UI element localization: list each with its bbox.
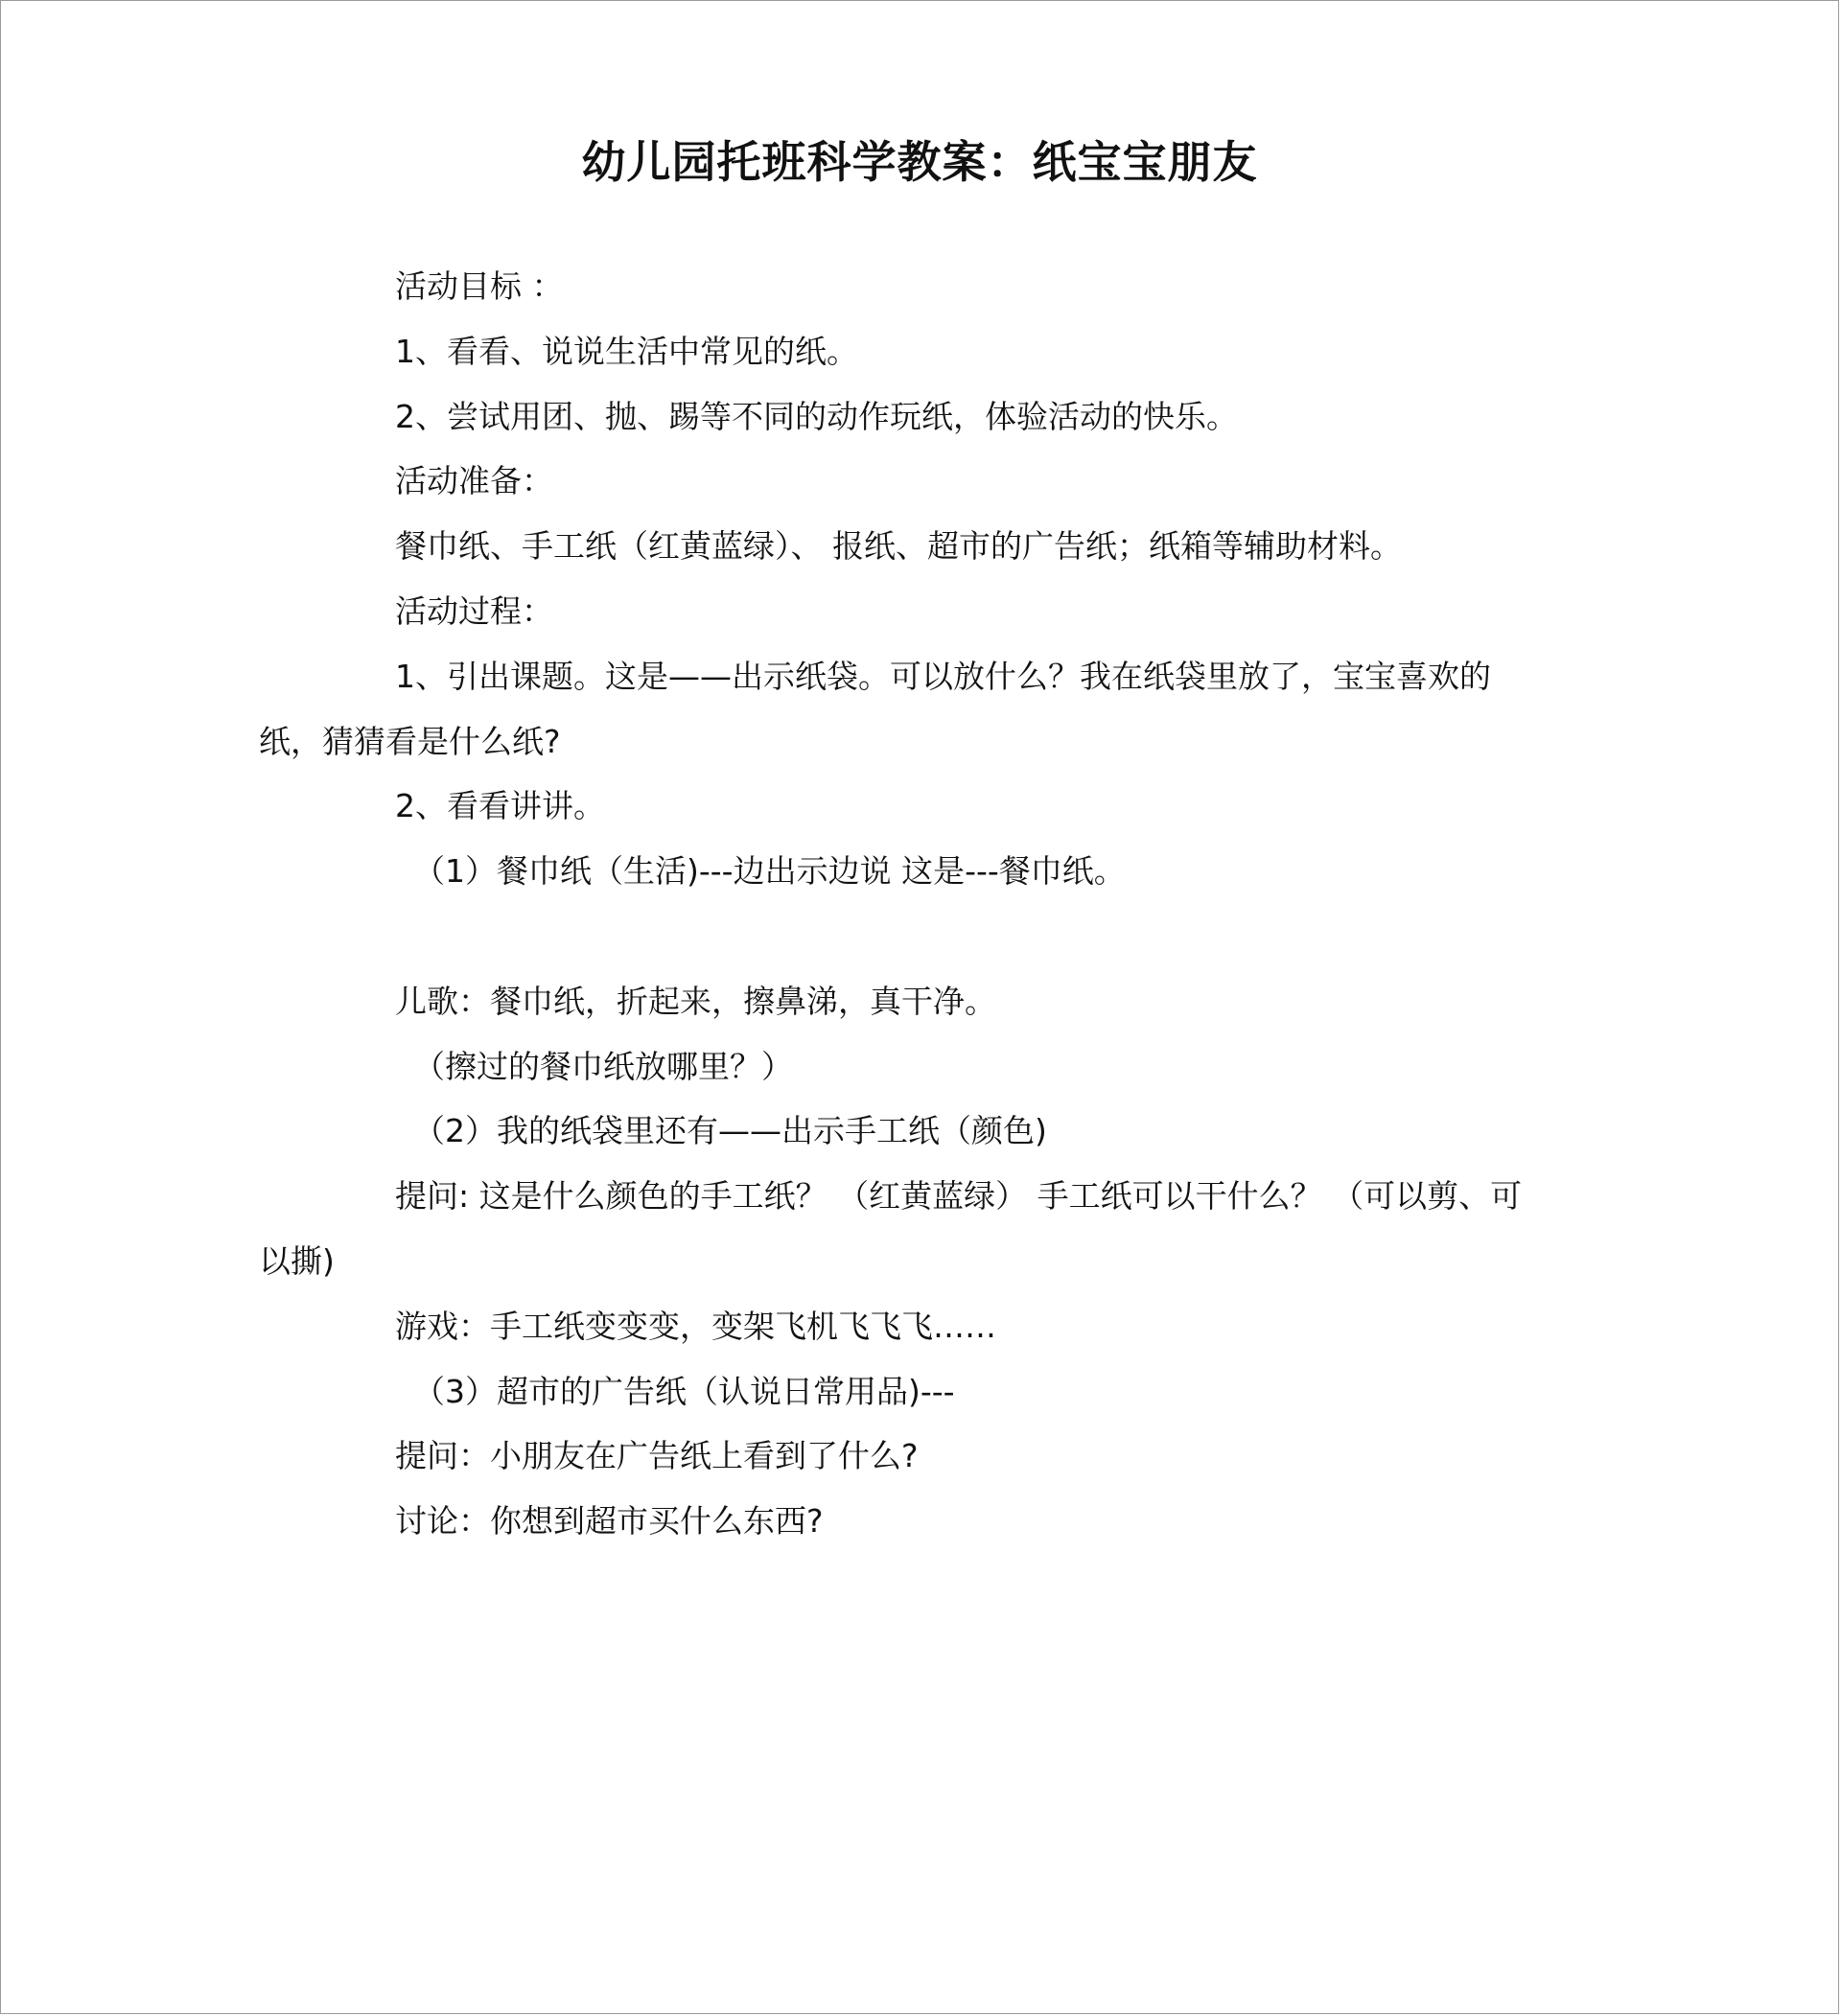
document-title: 幼儿园托班科学教案：纸宝宝朋友 [581,136,1258,188]
blank-line [327,904,1526,969]
paragraph-napkin: （1）餐巾纸（生活)---边出示边说 这是---餐巾纸。 [413,852,1126,891]
paragraph-goal-1: 1、看看、说说生活中常见的纸。 [395,332,858,370]
document-body [259,254,1526,1554]
paragraph-prep-heading: 活动准备： [395,462,553,500]
paragraph-goal-heading: 活动目标 ： [395,267,564,305]
paragraph-process-1: 1、引出课题。这是——出示纸袋。可以放什么？我在纸袋里放了，宝宝喜欢的纸，猜猜看是什么纸? [259,657,1491,760]
paragraph-napkin-question: （擦过的餐巾纸放哪里？） [413,1047,793,1085]
paragraph-discussion: 讨论：你想到超市买什么东西? [395,1502,824,1541]
paragraph-craft-question: 提问: 这是什么颜色的手工纸？ （红黄蓝绿） 手工纸可以干什么？ （可以剪、可以撕) [259,1177,1523,1280]
paragraph-prep-materials: 餐巾纸、手工纸（红黄蓝绿）、 报纸、超市的广告纸；纸箱等辅助材料。 [395,527,1402,566]
paragraph-game: 游戏：手工纸变变变，变架飞机飞飞飞…… [395,1307,996,1345]
paragraph-rhyme: 儿歌：餐巾纸，折起来，擦鼻涕，真干净。 [395,982,996,1020]
paragraph-ad-paper: （3）超市的广告纸（认说日常用品)--- [413,1372,955,1410]
paragraph-ad-question: 提问：小朋友在广告纸上看到了什么? [395,1437,919,1475]
paragraph-process-2: 2、看看讲讲。 [395,787,605,825]
paragraph-goal-2: 2、尝试用团、抛、踢等不同的动作玩纸，体验活动的快乐。 [395,397,1238,435]
paragraph-process-heading: 活动过程： [395,591,553,630]
paragraph-craft-paper: （2）我的纸袋里还有——出示手工纸（颜色) [413,1112,1047,1150]
